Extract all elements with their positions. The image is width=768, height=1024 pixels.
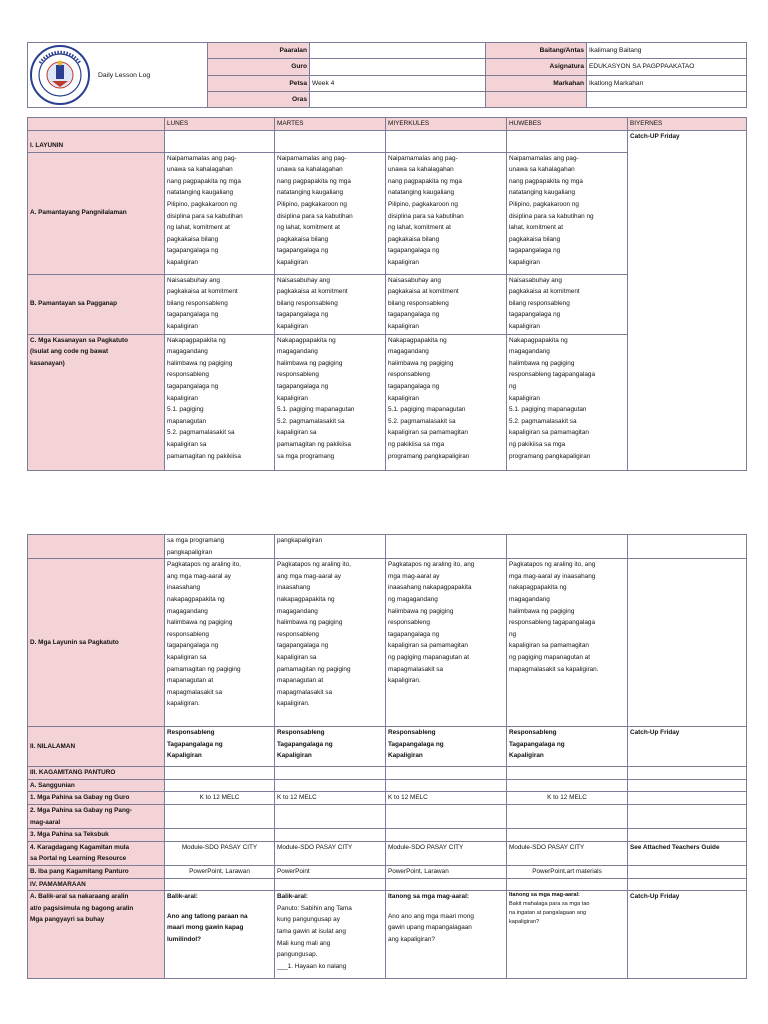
balik-aral-thu-body: Bakit mahalaga para sa mga tao na ingatan at pangalagaan ang kapaligiran? (509, 901, 590, 926)
balik-aral-wed-title: Itanong sa mga mag-aaral: (388, 893, 469, 901)
day-header-tue: MARTES (275, 118, 386, 131)
balik-aral-thu-title: Itanong sa mga mag-aaral: (509, 892, 580, 899)
asignatura-label: Asignatura (486, 59, 587, 75)
portal-fri: See Attached Teachers Guide (628, 841, 747, 865)
kasanayan-cont-tue: pangkapaligiran (275, 535, 386, 559)
balik-aral-mon-body: Ano ang tatlong paraan na maari mong gawin kapag lumilindol? (167, 912, 248, 943)
asignatura-value[interactable]: EDUKASYON SA PAGPPAAKATAO (587, 59, 747, 75)
iba-kagamitan-label: B. Iba pang Kagamitang Panturo (28, 865, 165, 878)
sanggunian-label: A. Sanggunian (28, 779, 165, 792)
portal-thu: Module-SDO PASAY CITY (507, 841, 628, 865)
catch-up-friday-1: Catch-UP Friday (628, 130, 747, 470)
pamantayang-pangnilalaman-label: A. Pamantayang Pangnilalaman (28, 152, 165, 274)
day-header-mon: LUNES (165, 118, 275, 131)
gabay-mag-aaral-label: 2. Mga Pahina sa Gabay ng Pang- mag-aaral (28, 804, 165, 828)
pagganap-tue: Naisasabuhay ang pagkakaisa at komitment bilang responsableng tagapangalaga ng kapaligiran (275, 274, 386, 334)
kasanayan-wed: Nakapagpapakita ng magagandang halimbawa ng pagiging responsableng tagapangalaga ng kapaligiran 5.1. pagiging mapanagutan 5.2. pagmamalasakit sa kapaligiran sa pamamagitan ng pakikiisa sa mga programang pangkapaligiran (386, 334, 507, 470)
balik-aral-fri: Catch-Up Friday (628, 891, 747, 979)
oras-value[interactable] (310, 91, 486, 107)
nilalaman-wed: Responsableng Tagapangalaga ng Kapaligiran (386, 727, 507, 767)
kasanayan-cont-mon: sa mga programang pangkapaligiran (165, 535, 275, 559)
layunin-pagkatuto-label: D. Mga Layunin sa Pagkatuto (28, 559, 165, 727)
baitang-label: Baitang/Antas (486, 43, 587, 59)
kasanayan-label: C. Mga Kasanayan sa Pagkatuto (Isulat ang code ng bawat kasanayan) (28, 334, 165, 470)
iba-wed: PowerPoint, Larawan (386, 865, 507, 878)
iba-mon: PowerPoint, Larawan (165, 865, 275, 878)
balik-aral-mon-title: Balik-aral: (167, 893, 198, 901)
logo-cell (28, 43, 208, 108)
balik-aral-wed (386, 891, 507, 979)
kasanayan-tue: Nakapagpapakita ng magagandang halimbawa ng pagiging responsableng tagapangalaga ng kapaligiran 5.1. pagiging mapanagutan 5.2. pagmamalasakit sa kapaligiran sa pamamagitan ng pakikiisa sa mga programang (275, 334, 386, 470)
corner-cell (28, 118, 165, 131)
guro-label: Guro (208, 59, 310, 75)
teksbuk-label: 3. Mga Pahina sa Teksbuk (28, 829, 165, 842)
markahan-label: Markahan (486, 75, 587, 91)
markahan-value[interactable]: Ikatlong Markahan (587, 75, 747, 91)
paaralan-value[interactable] (310, 43, 486, 59)
empty-value (587, 91, 747, 107)
portal-label: 4. Karagdagang Kagamitan mula sa Portal ng Learning Resource (28, 841, 165, 865)
balik-aral-tue-body: Panuto: Sabihin ang Tama kung pangungusap ay tama gawin at isulat ang Mali kung mali ang pangungusap. ___1. Hayaan ko nalang (277, 904, 352, 970)
gabay-tue: K to 12 MELC (275, 792, 386, 805)
layunin-tue: Pagkatapos ng araling ito, ang mga mag-aaral ay inaasahang nakapagpapakita ng magagandang halimbawa ng pagiging responsableng tagapangalaga ng kapaligiran sa pamamagitan ng pagiging mapanagutan at mapagmalasakit sa kapaligiran. (275, 559, 386, 727)
iba-thu: PowerPoint,art materials (507, 865, 628, 878)
paaralan-label: Paaralan (208, 43, 310, 59)
pamantayang-wed: Naipamamalas ang pag- unawa sa kahalagahan nang pagpapakita ng mga natatanging kaugaliang Pilipino, pagkakaroon ng disiplina para sa kabutihan ng lahat, komitment at pagkakaisa bilang tagapangalaga ng kapaligiran (386, 152, 507, 274)
pagganap-thu: Naisasabuhay ang pagkakaisa at komitment bilang responsableng tagapangalaga ng kapaligiran (507, 274, 628, 334)
portal-tue: Module-SDO PASAY CITY (275, 841, 386, 865)
header-table (27, 42, 747, 108)
day-header-fri: BIYERNES (628, 118, 747, 131)
lesson-table-page-2 (27, 534, 747, 979)
petsa-label: Petsa (208, 75, 310, 91)
layunin-thu: Pagkatapos ng araling ito, ang mga mag-aaral ay inaasahang nakapagpapakita ng magagandang halimbawa ng pagiging responsableng tagapangalaga ng kapaligiran sa pamamagitan ng pagiging mapanagutan at mapagmalasakit sa kapaligiran. (507, 559, 628, 727)
pamantayan-pagganap-label: B. Pamantayan sa Pagganap (28, 274, 165, 334)
day-header-wed: MIYERKULES (386, 118, 507, 131)
gabay-wed: K to 12 MELC (386, 792, 507, 805)
pagganap-wed: Naisasabuhay ang pagkakaisa at komitment bilang responsableng tagapangalaga ng kapaligiran (386, 274, 507, 334)
deped-seal-icon (28, 43, 92, 107)
nilalaman-tue: Responsableng Tagapangalaga ng Kapaligiran (275, 727, 386, 767)
layunin-mon: Pagkatapos ng araling ito, ang mga mag-aaral ay inaasahang nakapagpapakita ng magagandang halimbawa ng pagiging responsableng tagapangalaga ng kapaligiran sa pamamagitan ng pagiging mapanagutan at mapagmalasakit sa kapaligiran. (165, 559, 275, 727)
pamamaraan-label: IV. PAMAMARAAN (28, 878, 165, 891)
kasanayan-thu: Nakapagpapakita ng magagandang halimbawa ng pagiging responsableng tagapangalaga ng kapaligiran 5.1. pagiging mapanagutan 5.2. pagmamalasakit sa kapaligiran sa pamamagitan ng pakikiisa sa mga programang pangkapaligiran (507, 334, 628, 470)
portal-mon: Module-SDO PASAY CITY (165, 841, 275, 865)
oras-label: Oras (208, 91, 310, 107)
pamantayang-mon: Naipamamalas ang pag- unawa sa kahalagahan nang pagpapakita ng mga natatanging kaugaliang Pilipino, pagkakaroon ng disiplina para sa kabutihan ng lahat, komitment at pagkakaisa bilang tagapangalaga ng kapaligiran (165, 152, 275, 274)
empty-label (486, 91, 587, 107)
document-title: Daily Lesson Log (98, 71, 151, 79)
baitang-value[interactable]: Ikalimang Baitang (587, 43, 747, 59)
nilalaman-mon: Responsableng Tagapangalaga ng Kapaligiran (165, 727, 275, 767)
gabay-guro-label: 1. Mga Pahina sa Gabay ng Guro (28, 792, 165, 805)
gabay-thu: K to 12 MELC (507, 792, 628, 805)
kasanayan-mon: Nakapagpapakita ng magagandang halimbawa ng pagiging responsableng tagapangalaga ng kapaligiran 5.1. pagiging mapanagutan 5.2. pagmamalasakit sa kapaligiran sa pamamagitan ng pakikiisa (165, 334, 275, 470)
gabay-mon: K to 12 MELC (165, 792, 275, 805)
guro-value[interactable] (310, 59, 486, 75)
balik-aral-tue-title: Balik-aral: (277, 893, 308, 901)
balik-aral-thu (507, 891, 628, 979)
balik-aral-tue (275, 891, 386, 979)
pamantayang-thu: Naipamamalas ang pag- unawa sa kahalagahan nang pagpapakita ng mga natatanging kaugaliang Pilipino, pagkakaroon ng disiplina para sa kabutihan ng lahat, komitment at pagkakaisa bilang tagapangalaga ng kapaligiran (507, 152, 628, 274)
balik-aral-wed-body: Ano ano ang mga maari mong gawin upang mapangalagaan ang kapaligiran? (388, 912, 474, 943)
layunin-wed: Pagkatapos ng araling ito, ang mga mag-aaral ay inaasahang nakapagpapakita ng magagandang halimbawa ng pagiging responsableng tagapangalaga ng kapaligiran sa pamamagitan ng pagiging mapanagutan at mapagmalasakit sa kapaligiran. (386, 559, 507, 727)
portal-wed: Module-SDO PASAY CITY (386, 841, 507, 865)
iba-tue: PowerPoint (275, 865, 386, 878)
balik-aral-label: A. Balik-aral sa nakaraang aralin at/o pagsisimula ng bagong aralin Mga pangyayri sa buhay (28, 891, 165, 979)
nilalaman-label: II. NILALAMAN (28, 727, 165, 767)
nilalaman-thu: Responsableng Tagapangalaga ng Kapaligiran (507, 727, 628, 767)
pamantayang-tue: Naipamamalas ang pag- unawa sa kahalagahan nang pagpapakita ng mga natatanging kaugaliang Pilipino, pagkakaroon ng disiplina para sa kabutihan ng lahat, komitment at pagkakaisa bilang tagapangalaga ng kapaligiran (275, 152, 386, 274)
layunin-label: I. LAYUNIN (28, 130, 165, 152)
nilalaman-fri: Catch-Up Friday (628, 727, 747, 767)
lesson-table-page-1 (27, 117, 747, 471)
day-header-thu: HUWEBES (507, 118, 628, 131)
pagganap-mon: Naisasabuhay ang pagkakaisa at komitment bilang responsableng tagapangalaga ng kapaligiran (165, 274, 275, 334)
kagamitan-label: III. KAGAMITANG PANTURO (28, 767, 165, 780)
petsa-value[interactable]: Week 4 (310, 75, 486, 91)
balik-aral-mon (165, 891, 275, 979)
